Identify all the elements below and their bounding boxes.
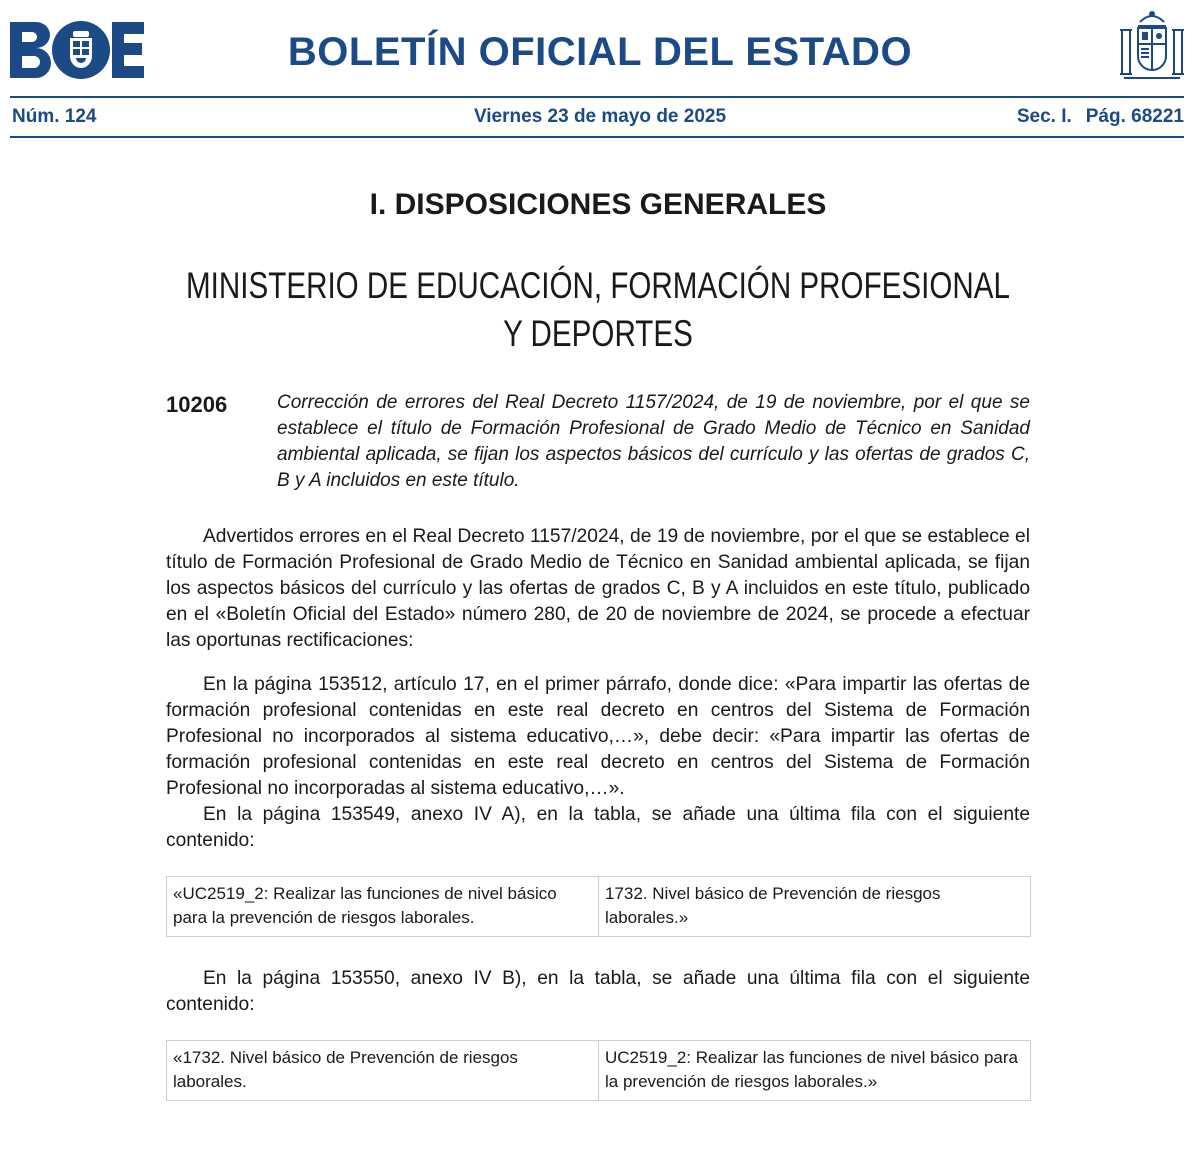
ministry-line-1: MINISTERIO DE EDUCACIÓN, FORMACIÓN PROFESIONAL [186,265,1010,306]
ministry-line-2: Y DEPORTES [503,313,693,354]
table-cell: UC2519_2: Realizar las funciones de nivel básico para la prevención de riesgos laborales.» [599,1041,1031,1101]
paragraph: En la página 153549, anexo IV A), en la tabla, se añade una última fila con el siguiente contenido: [166,804,1030,851]
table-row [167,1041,1031,1101]
section-page-info [1017,106,1184,128]
issue-number: Núm. 124 [12,106,97,127]
ministry-heading [120,262,1077,358]
body-text-3 [166,966,1030,1018]
section-heading: I. DISPOSICIONES GENERALES [369,188,827,221]
bulletin-title: BOLETÍN OFICIAL DEL ESTADO [287,30,913,74]
table-cell: «1732. Nivel básico de Prevención de riesgos laborales. [167,1041,599,1101]
coat-of-arms-icon [1118,10,1186,84]
paragraph: En la página 153512, artículo 17, en el primer párrafo, donde dice: «Para impartir las ofertas de formación profesional contenidas en este real decreto en centros del Sistema de Formación Profesional no incorporados al sistema educativo,…», debe decir: «Para impartir las ofertas de formación profesional contenidas en este real decreto en centros del Sistema de Formación Profesional no incorporadas al sistema educativo,…». [166,674,1030,799]
paragraph: En la página 153550, anexo IV B), en la tabla, se añade una última fila con el siguiente contenido: [166,968,1030,1015]
page-number: Pág. 68221 [1085,106,1184,127]
section-label: Sec. I. [1016,106,1072,127]
paragraph: Advertidos errores en el Real Decreto 1157/2024, de 19 de noviembre, por el que se establece el título de Formación Profesional de Grado Medio de Técnico en Sanidad ambiental aplicada, se fijan los aspectos básicos del currículo y las ofertas de grados C, B y A incluidos en este título, publicado en el «Boletín Oficial del Estado» número 280, de 20 de noviembre de 2024, se procede a efectuar las oportunas rectificaciones: [166,526,1030,651]
header-rule-top [10,96,1184,98]
body-text-2 [166,672,1030,854]
correction-table-1 [166,876,1031,937]
correction-table-2 [166,1040,1031,1101]
body-text-1 [166,524,1030,654]
document-number: 10206 [166,392,228,417]
page-header [0,0,1200,140]
boe-logo [10,20,144,80]
table-cell: 1732. Nivel básico de Prevención de riesgos laborales.» [599,877,1031,937]
document-title: Corrección de errores del Real Decreto 1157/2024, de 19 de noviembre, por el que se establece el título de Formación Profesional de Grado Medio de Técnico en Sanidad ambiental aplicada, se fijan los aspectos básicos del currículo y las ofertas de grados C, B y A incluidos en este título. [277,392,1030,491]
table-row [167,877,1031,937]
table-cell: «UC2519_2: Realizar las funciones de nivel básico para la prevención de riesgos laborales. [167,877,599,937]
header-rule-bottom [10,136,1184,138]
issue-date: Viernes 23 de mayo de 2025 [473,106,727,127]
